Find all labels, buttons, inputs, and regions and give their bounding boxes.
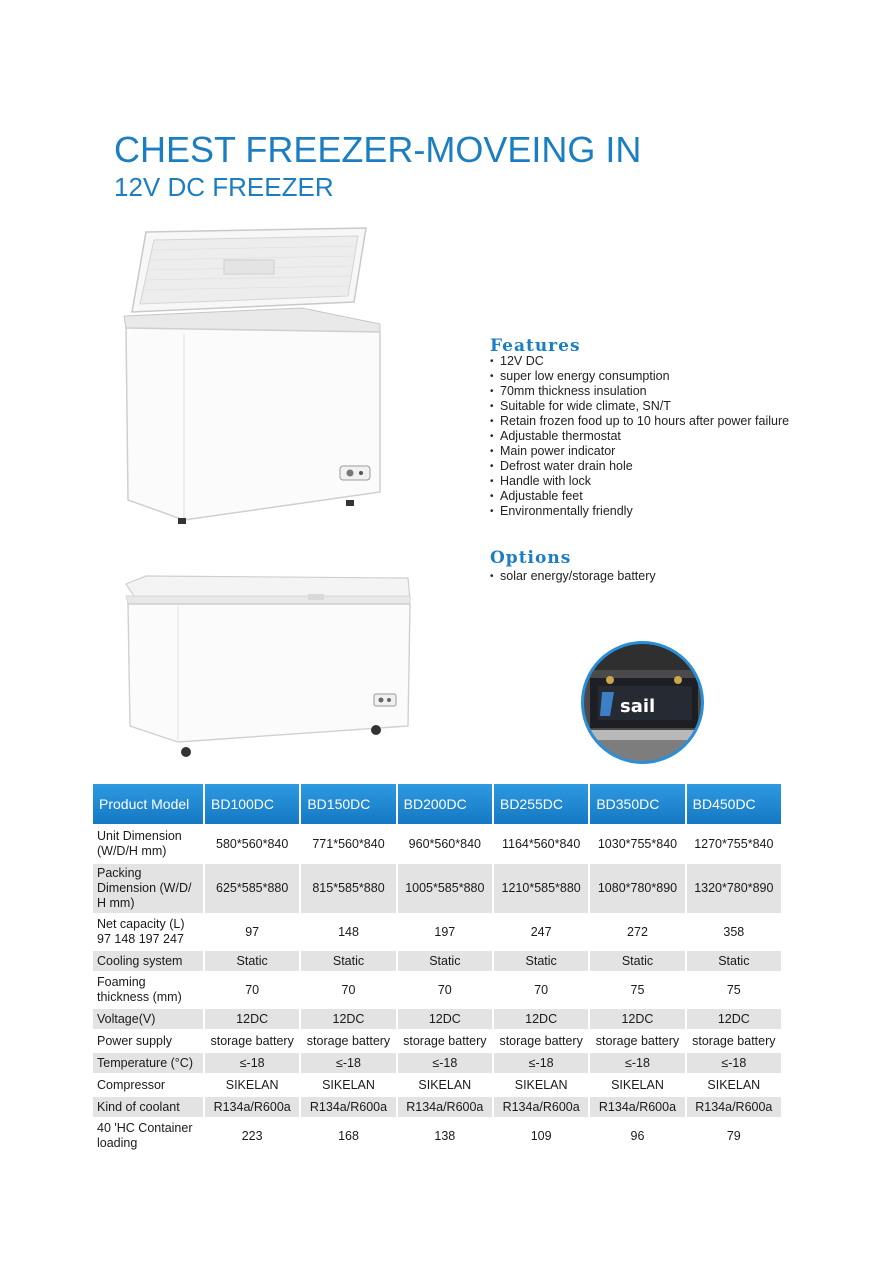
- table-row: [93, 1095, 781, 1117]
- table-header-row: [93, 784, 781, 824]
- table-row: [93, 949, 781, 971]
- table-cell: Static: [588, 949, 684, 971]
- features-list: [490, 354, 789, 519]
- table-cell: Static: [203, 949, 299, 971]
- table-row: [93, 1051, 781, 1073]
- table-cell: 12DC: [492, 1007, 588, 1029]
- table-cell: SIKELAN: [203, 1073, 299, 1095]
- table-cell: ≤-18: [588, 1051, 684, 1073]
- header-model: BD200DC: [396, 784, 492, 824]
- row-label: Voltage(V): [93, 1007, 203, 1029]
- header-model: BD255DC: [492, 784, 588, 824]
- options-heading: Options: [490, 548, 572, 568]
- row-label: Unit Dimension (W/D/H mm): [93, 824, 203, 862]
- table-row: [93, 1007, 781, 1029]
- table-cell: 223: [203, 1117, 299, 1153]
- table-cell: 358: [685, 913, 781, 949]
- table-row: [93, 1073, 781, 1095]
- table-cell: 1005*585*880: [396, 862, 492, 913]
- table-cell: 70: [492, 971, 588, 1007]
- table-cell: Static: [685, 949, 781, 971]
- table-cell: 771*560*840: [299, 824, 395, 862]
- table-cell: 75: [588, 971, 684, 1007]
- feature-item: • 70mm thickness insulation: [490, 384, 789, 399]
- table-cell: 247: [492, 913, 588, 949]
- table-cell: 109: [492, 1117, 588, 1153]
- storage-battery-image: [580, 640, 705, 765]
- table-cell: R134a/R600a: [203, 1095, 299, 1117]
- table-cell: SIKELAN: [299, 1073, 395, 1095]
- table-cell: 70: [299, 971, 395, 1007]
- table-cell: 272: [588, 913, 684, 949]
- table-cell: R134a/R600a: [685, 1095, 781, 1117]
- table-cell: 1210*585*880: [492, 862, 588, 913]
- table-cell: 1080*780*890: [588, 862, 684, 913]
- option-item: • solar energy/storage battery: [490, 569, 656, 584]
- table-cell: storage battery: [588, 1029, 684, 1051]
- row-label: Net capacity (L) 97 148 197 247: [93, 913, 203, 949]
- table-cell: 12DC: [685, 1007, 781, 1029]
- header-model: BD100DC: [203, 784, 299, 824]
- table-row: [93, 1117, 781, 1153]
- features-heading: Features: [490, 336, 581, 356]
- table-row: [93, 913, 781, 949]
- table-cell: SIKELAN: [492, 1073, 588, 1095]
- row-label: Cooling system: [93, 949, 203, 971]
- table-cell: storage battery: [685, 1029, 781, 1051]
- table-cell: 168: [299, 1117, 395, 1153]
- row-label: Power supply: [93, 1029, 203, 1051]
- header-model: BD150DC: [299, 784, 395, 824]
- table-cell: storage battery: [492, 1029, 588, 1051]
- table-cell: 138: [396, 1117, 492, 1153]
- table-cell: SIKELAN: [588, 1073, 684, 1095]
- table-cell: 815*585*880: [299, 862, 395, 913]
- feature-item: • Defrost water drain hole: [490, 459, 789, 474]
- table-cell: storage battery: [299, 1029, 395, 1051]
- feature-item: • super low energy consumption: [490, 369, 789, 384]
- table-cell: 70: [203, 971, 299, 1007]
- table-cell: Static: [396, 949, 492, 971]
- row-label: Foaming thickness (mm): [93, 971, 203, 1007]
- table-cell: R134a/R600a: [588, 1095, 684, 1117]
- table-cell: R134a/R600a: [492, 1095, 588, 1117]
- row-label: Temperature (°C): [93, 1051, 203, 1073]
- feature-item: • Adjustable thermostat: [490, 429, 789, 444]
- table-cell: ≤-18: [685, 1051, 781, 1073]
- table-cell: Static: [492, 949, 588, 971]
- table-cell: 1030*755*840: [588, 824, 684, 862]
- table-cell: storage battery: [203, 1029, 299, 1051]
- row-label: Packing Dimension (W/D/ H mm): [93, 862, 203, 913]
- table-cell: 97: [203, 913, 299, 949]
- table-cell: 96: [588, 1117, 684, 1153]
- header-model: BD350DC: [588, 784, 684, 824]
- table-cell: 12DC: [588, 1007, 684, 1029]
- table-cell: 12DC: [299, 1007, 395, 1029]
- table-cell: ≤-18: [203, 1051, 299, 1073]
- header-model: BD450DC: [685, 784, 781, 824]
- table-cell: SIKELAN: [396, 1073, 492, 1095]
- page-title: CHEST FREEZER-MOVEING IN: [114, 129, 642, 170]
- table-cell: 960*560*840: [396, 824, 492, 862]
- battery-brand-label: sail: [620, 696, 656, 717]
- table-cell: 75: [685, 971, 781, 1007]
- specifications-table: [93, 784, 781, 1153]
- row-label: 40 'HC Container loading: [93, 1117, 203, 1153]
- feature-item: • Environmentally friendly: [490, 504, 789, 519]
- table-row: [93, 971, 781, 1007]
- table-cell: 148: [299, 913, 395, 949]
- table-cell: ≤-18: [299, 1051, 395, 1073]
- header-product-model: Product Model: [93, 784, 203, 824]
- feature-item: • Suitable for wide climate, SN/T: [490, 399, 789, 414]
- table-cell: 12DC: [396, 1007, 492, 1029]
- table-cell: ≤-18: [492, 1051, 588, 1073]
- table-cell: ≤-18: [396, 1051, 492, 1073]
- feature-item: • 12V DC: [490, 354, 789, 369]
- options-list: [490, 569, 656, 584]
- table-cell: 70: [396, 971, 492, 1007]
- feature-item: • Handle with lock: [490, 474, 789, 489]
- table-cell: SIKELAN: [685, 1073, 781, 1095]
- table-cell: R134a/R600a: [299, 1095, 395, 1117]
- feature-item: • Retain frozen food up to 10 hours after power failure: [490, 414, 789, 429]
- table-cell: 1270*755*840: [685, 824, 781, 862]
- feature-item: • Adjustable feet: [490, 489, 789, 504]
- feature-item: • Main power indicator: [490, 444, 789, 459]
- table-cell: 625*585*880: [203, 862, 299, 913]
- table-cell: 580*560*840: [203, 824, 299, 862]
- table-row: [93, 1029, 781, 1051]
- closed-chest-freezer-image: [118, 566, 418, 760]
- row-label: Kind of coolant: [93, 1095, 203, 1117]
- table-cell: storage battery: [396, 1029, 492, 1051]
- table-cell: 12DC: [203, 1007, 299, 1029]
- open-chest-freezer-image: [112, 224, 387, 529]
- table-cell: 197: [396, 913, 492, 949]
- table-cell: 1320*780*890: [685, 862, 781, 913]
- row-label: Compressor: [93, 1073, 203, 1095]
- table-cell: 79: [685, 1117, 781, 1153]
- table-row: [93, 862, 781, 913]
- table-cell: R134a/R600a: [396, 1095, 492, 1117]
- table-cell: Static: [299, 949, 395, 971]
- page-subtitle: 12V DC FREEZER: [114, 172, 334, 202]
- table-row: [93, 824, 781, 862]
- table-cell: 1164*560*840: [492, 824, 588, 862]
